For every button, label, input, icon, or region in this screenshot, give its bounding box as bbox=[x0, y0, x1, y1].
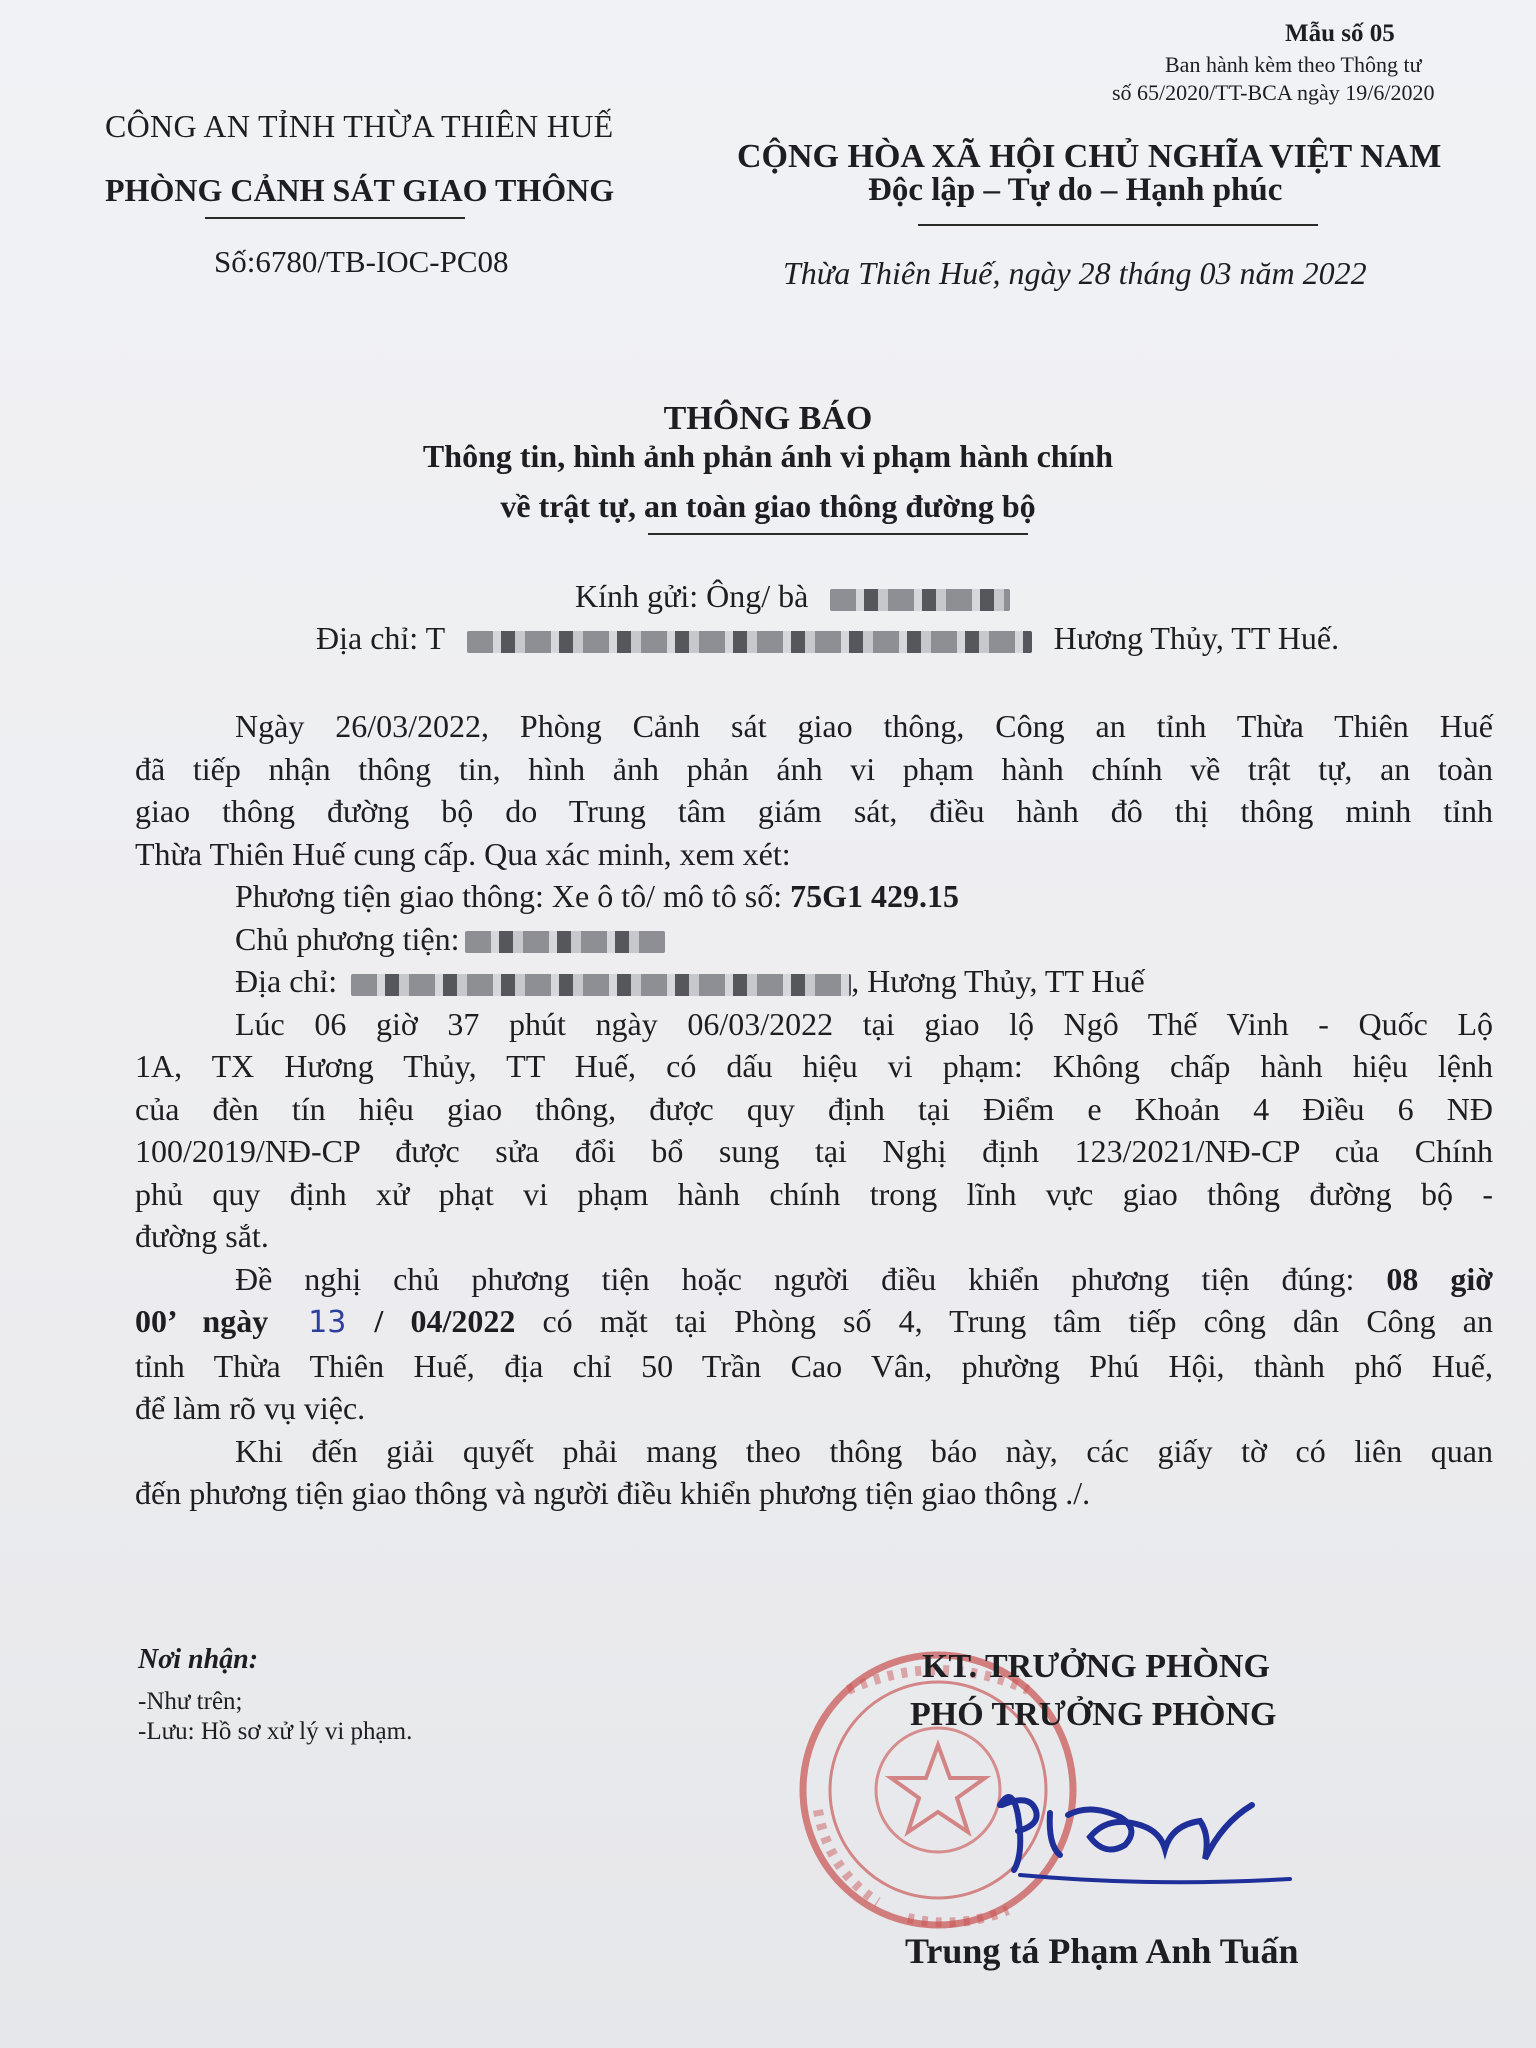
address-tail: Hương Thủy, TT Huế. bbox=[1053, 620, 1340, 656]
document-subtitle-2: về trật tự, an toàn giao thông đường bộ bbox=[500, 488, 1036, 524]
appointment-line-2 bbox=[135, 1300, 1493, 1345]
body-line: để làm rõ vụ việc. bbox=[135, 1390, 366, 1426]
recipient-item: -Lưu: Hồ sơ xử lý vi phạm. bbox=[138, 1718, 413, 1745]
agency-name: PHÒNG CẢNH SÁT GIAO THÔNG bbox=[105, 172, 615, 208]
appointment-day-handwritten: 13 bbox=[308, 1305, 347, 1340]
nation-motto: Độc lập – Tự do – Hạnh phúc bbox=[868, 172, 1283, 208]
greeting-label: Kính gửi: Ông/ bà bbox=[575, 578, 809, 614]
place-date: Thừa Thiên Huế, ngày 28 tháng 03 năm 2022 bbox=[783, 255, 1367, 291]
body-line: tỉnh Thừa Thiên Huế, địa chỉ 50 Trần Cao Vân, phường Phú Hội, thành phố Huế, bbox=[135, 1347, 1493, 1384]
form-number: Mẫu số 05 bbox=[1285, 20, 1395, 47]
recipients-title: Nơi nhận: bbox=[138, 1644, 259, 1675]
vehicle-label: Phương tiện giao thông: Xe ô tô/ mô tô số: bbox=[235, 878, 791, 914]
document-body bbox=[135, 705, 1493, 1515]
form-issued-note-2: số 65/2020/TT-BCA ngày 19/6/2020 bbox=[1112, 80, 1435, 105]
owner-line bbox=[135, 918, 1493, 961]
body-line: đến phương tiện giao thông và người điều khiển phương tiện giao thông ./. bbox=[135, 1475, 1091, 1511]
recipient-address bbox=[316, 620, 1339, 657]
agency-parent: CÔNG AN TỈNH THỪA THIÊN HUẾ bbox=[105, 108, 614, 144]
recipient-item: -Như trên; bbox=[138, 1688, 243, 1715]
body-line: của đèn tín hiệu giao thông, được quy định tại Điểm e Khoản 4 Điều 6 NĐ bbox=[135, 1090, 1493, 1127]
body-line: giao thông đường bộ do Trung tâm giám sát, điều hành đô thị thông minh tỉnh bbox=[135, 793, 1493, 829]
body-line: đã tiếp nhận thông tin, hình ảnh phản ánh vi phạm hành chính về trật tự, an toàn bbox=[135, 750, 1493, 787]
owner-address-tail: , Hương Thủy, TT Huế bbox=[851, 963, 1145, 999]
nation-name: CỘNG HÒA XÃ HỘI CHỦ NGHĨA VIỆT NAM bbox=[737, 138, 1442, 175]
appointment-place: có mặt tại Phòng số 4, Trung tâm tiếp công dân Công an bbox=[515, 1303, 1493, 1339]
document-number: Số:6780/TB-IOC-PC08 bbox=[214, 244, 509, 279]
document-title: THÔNG BÁO bbox=[663, 400, 873, 437]
appointment-text: Đề nghị chủ phương tiện hoặc người điều khiển phương tiện đúng: bbox=[235, 1260, 1387, 1297]
owner-label: Chủ phương tiện: bbox=[235, 920, 460, 957]
body-line: Ngày 26/03/2022, Phòng Cảnh sát giao thông, Công an tỉnh Thừa Thiên Huế bbox=[235, 708, 1493, 744]
vehicle-line bbox=[135, 875, 1493, 918]
body-line: Thừa Thiên Huế cung cấp. Qua xác minh, xem xét: bbox=[135, 835, 791, 872]
signature-title-2: PHÓ TRƯỞNG PHÒNG bbox=[910, 1696, 1277, 1733]
owner-address-line bbox=[135, 960, 1493, 1003]
body-line: Lúc 06 giờ 37 phút ngày 06/03/2022 tại giao lộ Ngô Thế Vinh - Quốc Lộ bbox=[235, 1005, 1493, 1042]
appointment-minute: 00’ ngày bbox=[135, 1303, 269, 1339]
vehicle-plate: 75G1 429.15 bbox=[790, 878, 960, 914]
body-line: Khi đến giải quyết phải mang theo thông báo này, các giấy tờ có liên quan bbox=[235, 1432, 1493, 1469]
recipient-greeting bbox=[575, 578, 1010, 615]
redacted-owner-address bbox=[351, 974, 851, 996]
agency-underline bbox=[205, 217, 465, 219]
form-issued-note-1: Ban hành kèm theo Thông tư bbox=[1165, 52, 1422, 77]
motto-underline bbox=[918, 224, 1318, 226]
appointment-month-year: / 04/2022 bbox=[374, 1303, 516, 1339]
body-line: đường sắt. bbox=[135, 1218, 269, 1254]
address-label: Địa chỉ: T bbox=[316, 620, 445, 656]
redacted-address bbox=[467, 631, 1032, 653]
owner-address-label: Địa chỉ: bbox=[235, 963, 346, 999]
subtitle-underline bbox=[648, 533, 1028, 535]
signature-title-1: KT. TRƯỞNG PHÒNG bbox=[922, 1648, 1270, 1685]
handwritten-signature bbox=[990, 1775, 1300, 1895]
appointment-line-1 bbox=[135, 1258, 1493, 1301]
body-line: phủ quy định xử phạt vi phạm hành chính trong lĩnh vực giao thông đường bộ - bbox=[135, 1175, 1493, 1212]
redacted-name bbox=[830, 589, 1010, 611]
body-line: 100/2019/NĐ-CP được sửa đổi bổ sung tại Nghị định 123/2021/NĐ-CP của Chính bbox=[135, 1133, 1493, 1169]
body-line: 1A, TX Hương Thủy, TT Huế, có dấu hiệu vi phạm: Không chấp hành hiệu lệnh bbox=[135, 1048, 1493, 1084]
appointment-hour: 08 giờ bbox=[1386, 1260, 1494, 1297]
document-subtitle-1: Thông tin, hình ảnh phản ánh vi phạm hành chính bbox=[422, 438, 1114, 474]
redacted-owner bbox=[465, 931, 665, 953]
signer-name: Trung tá Phạm Anh Tuấn bbox=[905, 1931, 1299, 1971]
